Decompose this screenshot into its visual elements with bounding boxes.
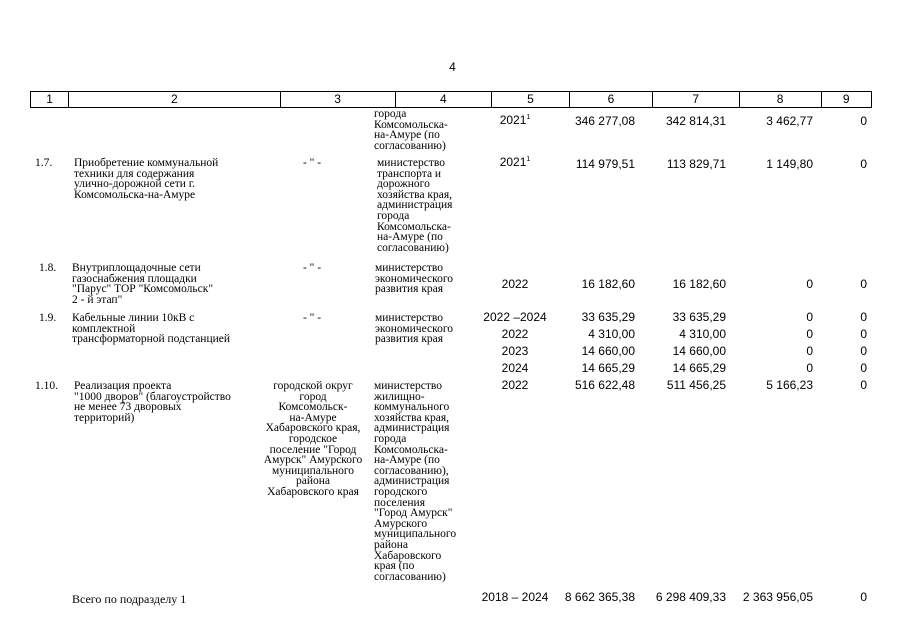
- cell-responsible: министерство транспорта и дорожного хозяйства края, администрация города Комсомольска- на-Амуре (по согласованию): [377, 157, 453, 254]
- cell-regional: 342 814,31: [665, 114, 726, 128]
- table-header-row: [30, 91, 872, 108]
- cell-local: 0: [806, 361, 813, 375]
- header-col-2: 2: [69, 92, 280, 107]
- cell-other: 0: [860, 327, 867, 341]
- cell-measure: Кабельные линии 10кВ с комплектной трансформаторной подстанцией: [72, 312, 231, 346]
- cell-total: 346 277,08: [574, 114, 635, 128]
- cell-regional: 4 310,00: [679, 327, 726, 341]
- cell-responsible: города Комсомольска- на-Амуре (по согласованию): [374, 108, 448, 152]
- cell-year: 2024: [501, 361, 529, 375]
- footnote-mark: 1: [526, 156, 531, 163]
- cell-other: 0: [860, 157, 867, 171]
- cell-year: 2021$^1$: [499, 155, 531, 169]
- cell-local: 2 363 956,05: [742, 590, 813, 604]
- cell-other: 0: [860, 114, 867, 128]
- cell-location: - " -: [302, 157, 322, 169]
- cell-local: 0: [806, 310, 813, 324]
- cell-local: 0: [806, 277, 813, 291]
- cell-number: 1.10.: [35, 380, 58, 392]
- header-col-1: 1: [31, 92, 69, 107]
- cell-total: 16 182,60: [581, 277, 635, 291]
- cell-regional: 113 829,71: [666, 157, 726, 171]
- cell-number: 1.7.: [35, 157, 53, 169]
- cell-total: 114 979,51: [575, 157, 635, 171]
- cell-local: 1 149,80: [766, 157, 813, 171]
- cell-number: 1.9.: [39, 312, 57, 324]
- cell-local: 0: [806, 327, 813, 341]
- cell-responsible: министерство экономического развития края: [375, 312, 454, 346]
- header-col-4: 4: [396, 92, 492, 107]
- cell-year: 2022: [501, 378, 529, 392]
- cell-total-label: Всего по подразделу 1: [72, 592, 187, 606]
- cell-regional: 6 298 409,33: [655, 590, 726, 604]
- cell-number: 1.8.: [39, 262, 57, 274]
- cell-year: 2022: [501, 327, 529, 341]
- header-col-9: 9: [842, 92, 850, 106]
- cell-year: 2022: [501, 277, 529, 291]
- cell-responsible: министерство экономического развития края: [375, 262, 454, 296]
- cell-year: 2023: [501, 344, 529, 358]
- header-col-7: 7: [653, 92, 740, 107]
- cell-location: - " -: [302, 262, 322, 274]
- cell-other: 0: [860, 361, 867, 375]
- cell-responsible: министерство жилищно- коммунального хозяйства края, администрация города Комсомольска- на-Амуре (по согласованию), администрация городского поселения "Город Амурск" Амурского муниципального района Хабаровского края (по согласованию): [374, 380, 457, 583]
- header-col-3: 3: [281, 92, 396, 107]
- header-col-6: 6: [570, 92, 653, 107]
- cell-local: 5 166,23: [766, 378, 813, 392]
- cell-regional: 511 456,25: [666, 378, 726, 392]
- cell-other: 0: [860, 378, 867, 392]
- cell-year: 2018 – 2024: [481, 590, 549, 604]
- cell-regional: 16 182,60: [672, 277, 726, 291]
- cell-total: 516 622,48: [574, 378, 635, 392]
- cell-other: 0: [860, 590, 867, 604]
- cell-location: городской округ город Комсомольск- на-Амуре Хабаровского края, городское поселение "Город Амурск" Амурского муниципального района Хабаровского края: [263, 380, 363, 498]
- cell-measure: Внутриплощадочные сети газоснабжения площадки "Парус" ТОР "Комсомольск" 2 - й этап": [72, 262, 214, 306]
- cell-regional: 14 660,00: [672, 344, 726, 358]
- cell-year: 2021$^1$: [499, 113, 531, 127]
- cell-total: 33 635,29: [581, 310, 635, 324]
- cell-other: 0: [860, 277, 867, 291]
- cell-total: 14 665,29: [581, 361, 635, 375]
- cell-total: 4 310,00: [588, 327, 635, 341]
- cell-regional: 14 665,29: [672, 361, 726, 375]
- header-col-8: 8: [740, 92, 822, 107]
- footnote-mark: 1: [526, 114, 531, 121]
- cell-local: 3 462,77: [766, 114, 813, 128]
- cell-measure: Приобретение коммунальной техники для содержания улично-дорожной сети г. Комсомольска-на-Амуре: [74, 157, 219, 201]
- cell-total: 14 660,00: [581, 344, 635, 358]
- cell-other: 0: [860, 310, 867, 324]
- cell-total: 8 662 365,38: [564, 590, 635, 604]
- cell-year: 2022 –2024: [483, 310, 547, 324]
- cell-local: 0: [806, 344, 813, 358]
- header-col-5: 5: [492, 92, 570, 107]
- page-number: 4: [449, 60, 456, 74]
- cell-other: 0: [860, 344, 867, 358]
- cell-regional: 33 635,29: [672, 310, 726, 324]
- cell-measure: Реализация проекта "1000 дворов" (благоустройство не менее 73 дворовых территорий): [74, 380, 231, 424]
- cell-location: - " -: [302, 312, 322, 324]
